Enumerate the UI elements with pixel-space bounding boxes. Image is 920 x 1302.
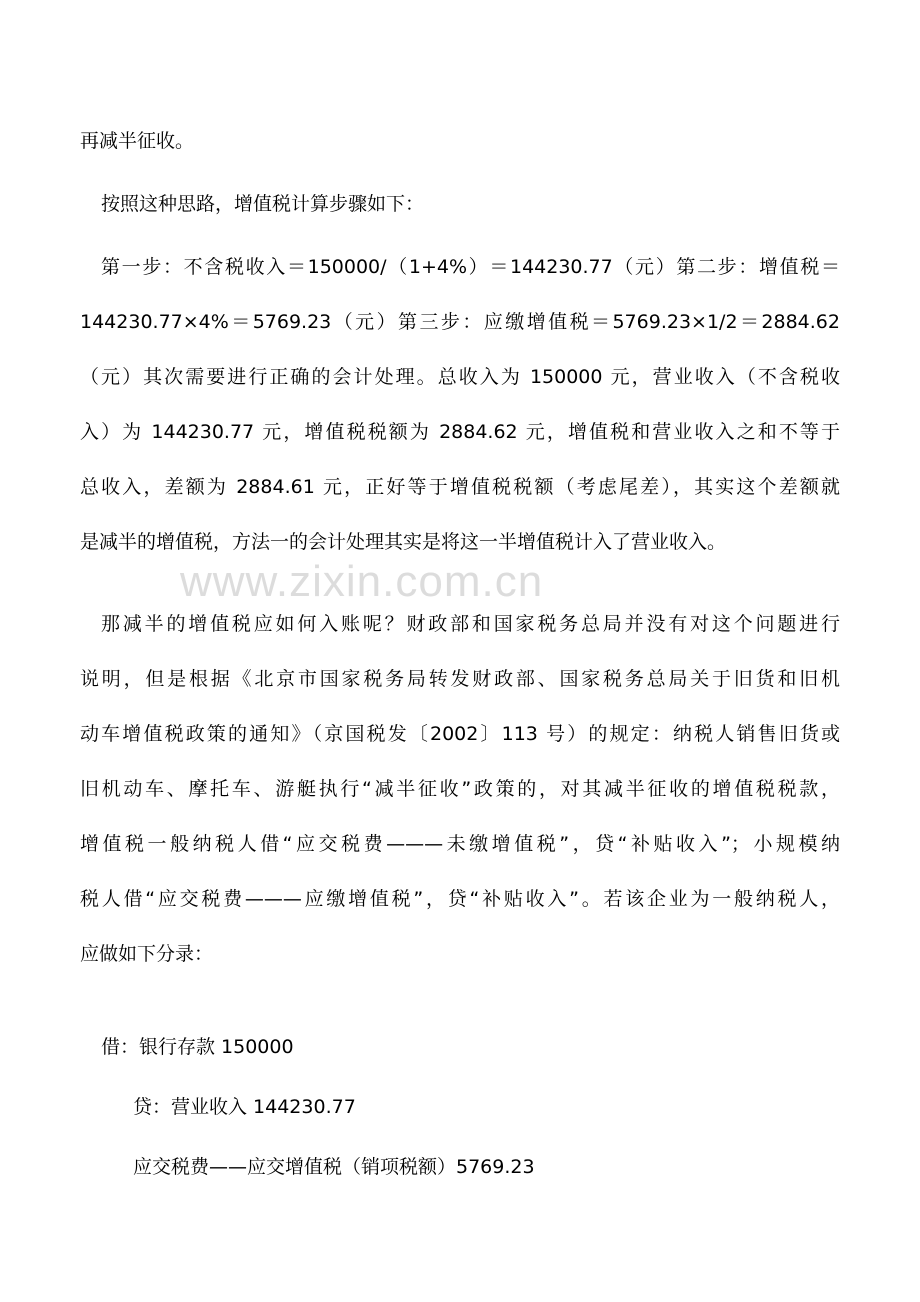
paragraph-line: 那减半的增值税应如何入账呢？财政部和国家税务总局并没有对这个问题进行 — [101, 613, 840, 635]
paragraph-line: 144230.77×4%＝5769.23（元）第三步：应缴增值税＝5769.23×1/2＝2884.62 — [80, 311, 840, 333]
paragraph-line: 是减半的增值税，方法一的会计处理其实是将这一半增值税计入了营业收入。 — [80, 531, 727, 553]
paragraph-line: 旧机动车、摩托车、游艇执行“减半征收”政策的，对其减半征收的增值税税款， — [80, 778, 840, 800]
journal-entry-debit: 借：银行存款 150000 — [101, 1036, 294, 1058]
paragraph-line: 总收入，差额为 2884.61 元，正好等于增值税税额（考虑尾差），其实这个差额就 — [80, 476, 840, 498]
watermark: www.zixin.com.cn — [180, 557, 544, 606]
paragraph-line: 入）为 144230.77 元，增值税税额为 2884.62 元，增值税和营业收入之和不等于 — [80, 421, 840, 443]
paragraph-line: 增值税一般纳税人借“应交税费———未缴增值税”，贷“补贴收入”；小规模纳 — [80, 833, 840, 855]
journal-entry-credit: 贷：营业收入 144230.77 — [133, 1096, 356, 1118]
paragraph-line: 再减半征收。 — [80, 130, 195, 152]
paragraph-line: 第一步：不含税收入＝150000/（1+4%）＝144230.77（元）第二步：增值税＝ — [101, 256, 840, 278]
paragraph-line: 说明，但是根据《北京市国家税务局转发财政部、国家税务总局关于旧货和旧机 — [80, 668, 840, 690]
paragraph-line: 动车增值税政策的通知》（京国税发〔2002〕113 号）的规定：纳税人销售旧货或 — [80, 723, 840, 745]
paragraph-line: （元）其次需要进行正确的会计处理。总收入为 150000 元，营业收入（不含税收 — [80, 366, 840, 388]
paragraph-line: 按照这种思路，增值税计算步骤如下： — [101, 193, 425, 215]
journal-entry-credit: 应交税费——应交增值税（销项税额）5769.23 — [133, 1156, 535, 1178]
paragraph-line: 应做如下分录： — [80, 943, 214, 965]
paragraph-line: 税人借“应交税费———应缴增值税”，贷“补贴收入”。若该企业为一般纳税人， — [80, 888, 840, 910]
